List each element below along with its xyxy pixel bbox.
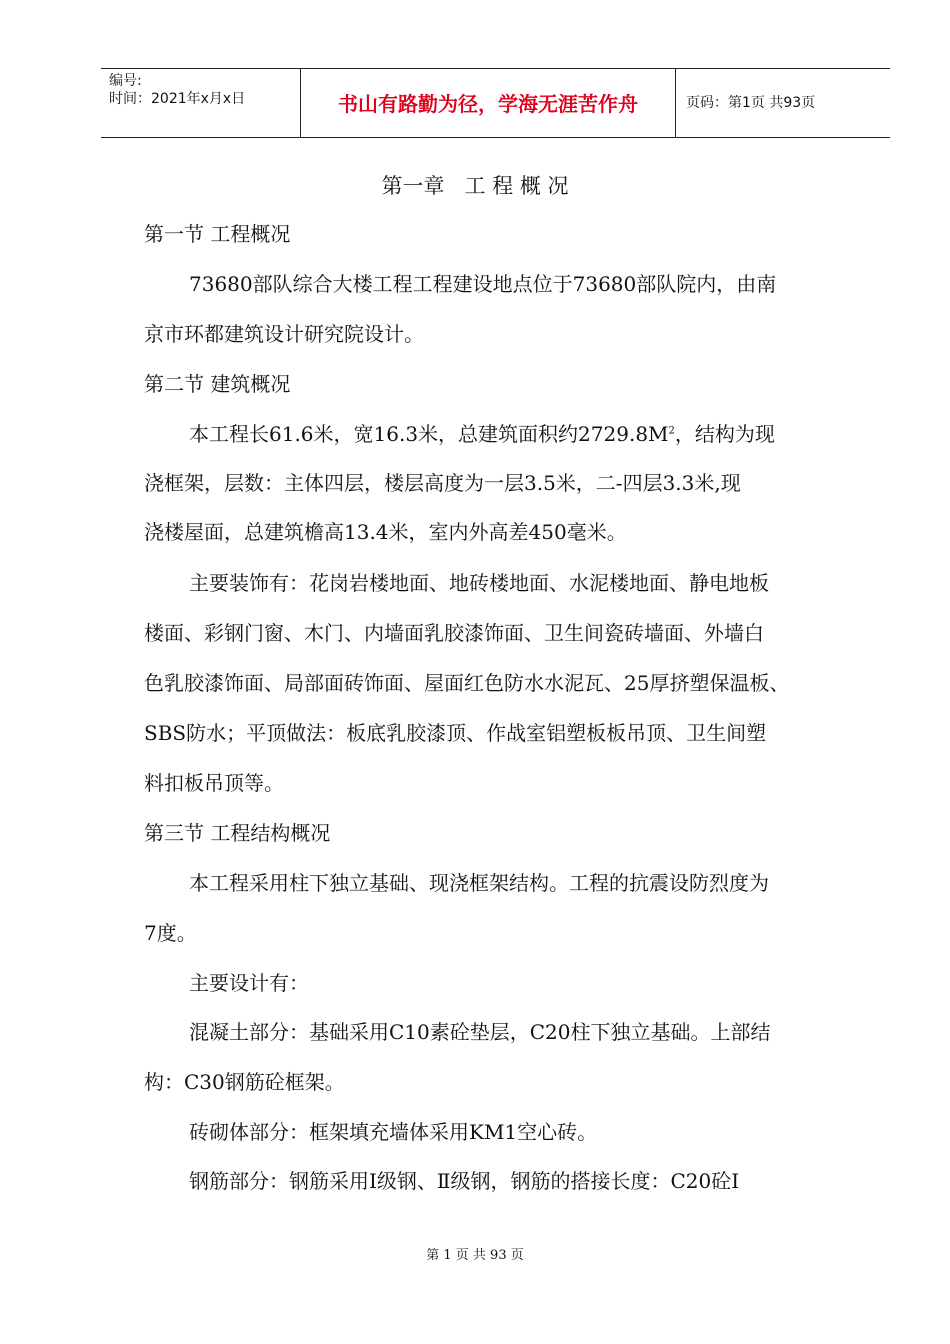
paragraph-line: 浇楼屋面，总建筑檐高13.4米，室内外高差450毫米。 [144,520,627,544]
section-heading-2: 第二节 建筑概况 [144,372,291,396]
paragraph-line: 色乳胶漆饰面、局部面砖饰面、屋面红色防水水泥瓦、25厚挤塑保温板、 [144,671,790,695]
document-time-label: 时间：2021年x月x日 [109,91,246,107]
paragraph-line: 构：C30钢筋砼框架。 [144,1070,345,1094]
superscript: 2 [668,425,675,437]
page-footer: 第 1 页 共 93 页 [426,1248,524,1263]
header-motto: 书山有路勤为径，学海无涯苦作舟 [338,92,638,116]
header-meta-cell [101,69,301,137]
document-number-label: 编号: [109,73,142,89]
paragraph-line: 京市环都建筑设计研究院设计。 [144,322,424,346]
paragraph-line: 主要装饰有：花岗岩楼地面、地砖楼地面、水泥楼地面、静电地板 [189,571,769,595]
paragraph-line: 砖砌体部分：框架填充墙体采用KM1空心砖。 [189,1120,598,1144]
paragraph-line: 混凝土部分：基础采用C10素砼垫层，C20柱下独立基础。上部结 [189,1020,771,1044]
paragraph-line: 钢筋部分：钢筋采用Ⅰ级钢、Ⅱ级钢，钢筋的搭接长度：C20砼Ⅰ [189,1169,740,1193]
paragraph-line: 楼面、彩钢门窗、木门、内墙面乳胶漆饰面、卫生间瓷砖墙面、外墙白 [144,621,764,645]
document-header [101,68,890,138]
section-heading-1: 第一节 工程概况 [144,222,291,246]
paragraph-line: 7度。 [144,921,197,945]
header-page-info: 页码：第1页 共93页 [686,95,816,111]
section-heading-3: 第三节 工程结构概况 [144,821,331,845]
text-run: ，结构为现 [674,422,775,446]
chapter-title: 第一章 工 程 概 况 [381,174,569,198]
paragraph-line: 主要设计有： [189,971,309,995]
header-motto-cell [301,69,676,137]
paragraph-line: 浇框架，层数：主体四层，楼层高度为一层3.5米，二-四层3.3米,现 [144,471,741,495]
paragraph-line: 本工程采用柱下独立基础、现浇框架结构。工程的抗震设防烈度为 [189,871,769,895]
paragraph-line [189,421,775,447]
paragraph-line: SBS防水；平顶做法：板底乳胶漆顶、作战室铝塑板板吊顶、卫生间塑 [144,721,767,745]
header-page-cell [676,69,890,137]
paragraph-line: 73680部队综合大楼工程工程建设地点位于73680部队院内，由南 [189,272,777,296]
text-run: 本工程长61.6米，宽16.3米，总建筑面积约2729.8M [189,422,669,446]
paragraph-line: 料扣板吊顶等。 [144,771,284,795]
